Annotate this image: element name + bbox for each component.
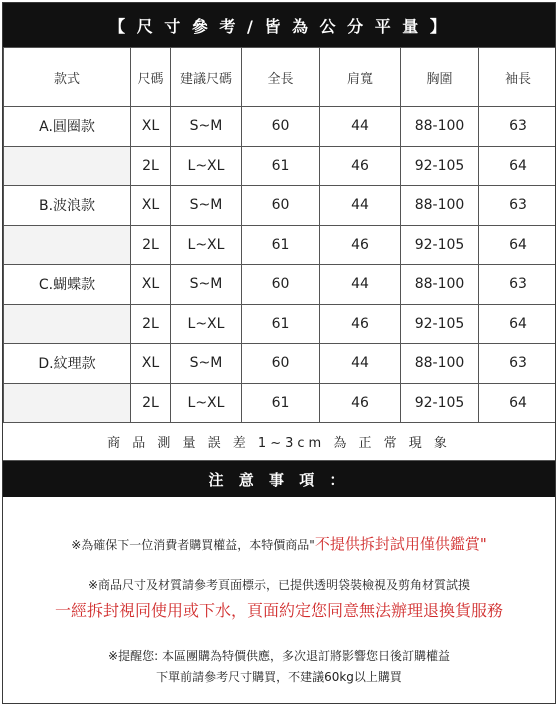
style-cell: [4, 383, 131, 423]
recommended-size-cell: L~XL: [171, 146, 242, 186]
size-cell: XL: [131, 107, 171, 147]
recommended-size-cell: S~M: [171, 186, 242, 226]
style-cell: [4, 304, 131, 344]
size-chart-title: 【 尺 寸 參 考 / 皆 為 公 分 平 量 】: [3, 3, 555, 47]
measurement-note: 商 品 測 量 誤 差 1~3cm 為 正 常 現 象: [3, 423, 555, 461]
sleeve-cell: 63: [479, 344, 557, 384]
sleeve-cell: 63: [479, 186, 557, 226]
notice-line-1: [3, 533, 555, 554]
notice-body: [3, 533, 555, 685]
size-cell: 2L: [131, 383, 171, 423]
table-row: [4, 265, 557, 305]
length-cell: 61: [242, 225, 320, 265]
shoulder-cell: 44: [320, 186, 401, 226]
size-cell: XL: [131, 186, 171, 226]
recommended-size-cell: S~M: [171, 344, 242, 384]
sleeve-cell: 63: [479, 107, 557, 147]
header-length: 全長: [242, 48, 320, 107]
sleeve-cell: 64: [479, 304, 557, 344]
style-cell: C.蝴蝶款: [4, 265, 131, 305]
sleeve-cell: 63: [479, 265, 557, 305]
notice-line-1-text: ※為確保下一位消費者購買權益，本特價商品": [71, 538, 315, 552]
size-cell: XL: [131, 344, 171, 384]
table-row: [4, 383, 557, 423]
notice-line-3: 一經拆封視同使用或下水，頁面約定您同意無法辦理退換貨服務: [54, 601, 503, 620]
size-cell: XL: [131, 265, 171, 305]
length-cell: 60: [242, 265, 320, 305]
chest-cell: 88-100: [401, 186, 479, 226]
length-cell: 60: [242, 344, 320, 384]
notice-line-4: ※提醒您: 本區團購為特價供應，多次退訂將影響您日後訂購權益: [108, 649, 450, 663]
notice-line-1-highlight: 不提供拆封試用僅供鑑賞": [314, 535, 487, 553]
header-style: 款式: [4, 48, 131, 107]
style-cell: [4, 225, 131, 265]
size-cell: 2L: [131, 146, 171, 186]
table-row: [4, 304, 557, 344]
size-chart: [2, 2, 556, 704]
table-header-row: [4, 48, 557, 107]
shoulder-cell: 46: [320, 383, 401, 423]
table-row: [4, 225, 557, 265]
table-row: [4, 107, 557, 147]
header-recommended-size: 建議尺碼: [171, 48, 242, 107]
notice-title: 注 意 事 項 ：: [3, 461, 555, 497]
size-cell: 2L: [131, 225, 171, 265]
length-cell: 61: [242, 146, 320, 186]
chest-cell: 92-105: [401, 146, 479, 186]
table-row: [4, 344, 557, 384]
recommended-size-cell: L~XL: [171, 383, 242, 423]
style-cell: A.圓圈款: [4, 107, 131, 147]
notice-line-2: ※商品尺寸及材質請參考頁面標示，已提供透明袋裝檢視及剪角材質試摸: [87, 578, 471, 592]
table-row: [4, 186, 557, 226]
size-table: [3, 47, 556, 423]
recommended-size-cell: L~XL: [171, 225, 242, 265]
chest-cell: 92-105: [401, 383, 479, 423]
sleeve-cell: 64: [479, 225, 557, 265]
chest-cell: 88-100: [401, 107, 479, 147]
recommended-size-cell: L~XL: [171, 304, 242, 344]
chest-cell: 88-100: [401, 265, 479, 305]
recommended-size-cell: S~M: [171, 107, 242, 147]
header-size: 尺碼: [131, 48, 171, 107]
notice-line-5: 下單前請參考尺寸購買，不建議60kg以上購買: [156, 670, 402, 684]
chest-cell: 88-100: [401, 344, 479, 384]
style-cell: D.紋理款: [4, 344, 131, 384]
length-cell: 61: [242, 383, 320, 423]
length-cell: 61: [242, 304, 320, 344]
sleeve-cell: 64: [479, 383, 557, 423]
chest-cell: 92-105: [401, 225, 479, 265]
shoulder-cell: 46: [320, 146, 401, 186]
recommended-size-cell: S~M: [171, 265, 242, 305]
length-cell: 60: [242, 186, 320, 226]
style-cell: [4, 146, 131, 186]
shoulder-cell: 46: [320, 304, 401, 344]
shoulder-cell: 44: [320, 265, 401, 305]
header-chest: 胸圍: [401, 48, 479, 107]
sleeve-cell: 64: [479, 146, 557, 186]
size-cell: 2L: [131, 304, 171, 344]
chest-cell: 92-105: [401, 304, 479, 344]
length-cell: 60: [242, 107, 320, 147]
shoulder-cell: 46: [320, 225, 401, 265]
table-row: [4, 146, 557, 186]
shoulder-cell: 44: [320, 107, 401, 147]
header-shoulder: 肩寬: [320, 48, 401, 107]
header-sleeve: 袖長: [479, 48, 557, 107]
style-cell: B.波浪款: [4, 186, 131, 226]
shoulder-cell: 44: [320, 344, 401, 384]
